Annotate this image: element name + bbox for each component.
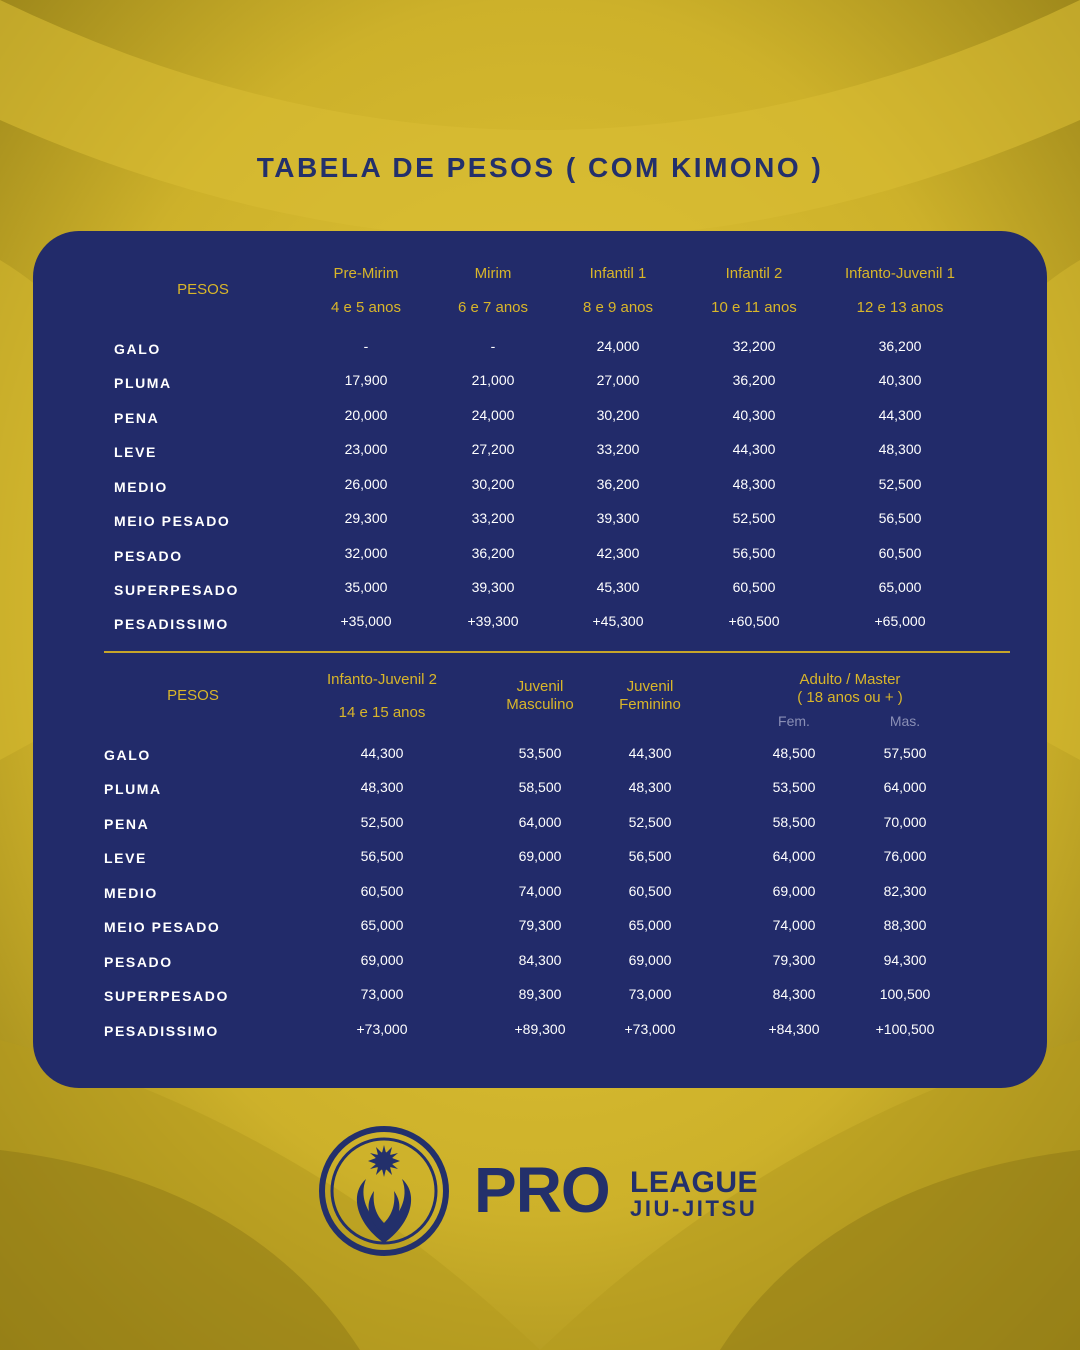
weight-value: 39,300 (471, 579, 515, 595)
weight-value: 27,200 (471, 441, 515, 457)
weight-value: 56,500 (628, 848, 672, 864)
column-subheader: Fem. (778, 713, 810, 729)
weight-value: 69,000 (628, 952, 672, 968)
weight-value: 74,000 (772, 917, 816, 933)
weight-value: 89,300 (518, 986, 562, 1002)
weight-value: 79,300 (772, 952, 816, 968)
weight-value: 26,000 (344, 476, 388, 492)
weight-value: 33,200 (596, 441, 640, 457)
weight-value: - (490, 338, 496, 354)
weight-value: 48,300 (628, 779, 672, 795)
column-age: 12 e 13 anos (856, 299, 944, 316)
weight-value: 56,500 (360, 848, 404, 864)
column-header: Infanto-Juvenil 1 (844, 265, 956, 282)
weight-value: 64,000 (518, 814, 562, 830)
weight-value: 70,000 (883, 814, 927, 830)
table-divider (104, 651, 1010, 653)
weight-value: 56,500 (732, 545, 776, 561)
weight-value: 82,300 (883, 883, 927, 899)
weight-value: 17,900 (344, 372, 388, 388)
weight-value: 44,300 (628, 745, 672, 761)
weight-value: 48,300 (878, 441, 922, 457)
weight-value: 73,000 (628, 986, 672, 1002)
weight-value: 60,500 (878, 545, 922, 561)
column-header: Adulto / Master (799, 671, 901, 688)
column-header: Infantil 2 (725, 265, 783, 282)
weight-value: +73,000 (624, 1021, 676, 1037)
weight-value: 44,300 (360, 745, 404, 761)
weight-value: 36,200 (471, 545, 515, 561)
weight-value: 65,000 (878, 579, 922, 595)
weight-value: 100,500 (879, 986, 931, 1002)
weight-value: 57,500 (883, 745, 927, 761)
weight-value: 40,300 (732, 407, 776, 423)
weight-value: 69,000 (772, 883, 816, 899)
weight-value: 69,000 (518, 848, 562, 864)
column-subheader: Mas. (889, 713, 921, 729)
weight-value: 29,300 (344, 510, 388, 526)
weight-value: 52,500 (628, 814, 672, 830)
column-header: ( 18 anos ou + ) (797, 689, 903, 706)
weight-value: 52,500 (878, 476, 922, 492)
weight-value: 64,000 (883, 779, 927, 795)
column-header: Mirim (474, 265, 512, 282)
pesos-header: PESOS (167, 687, 219, 704)
weight-value: 53,500 (772, 779, 816, 795)
weight-value: +60,500 (728, 613, 780, 629)
weight-value: 45,300 (596, 579, 640, 595)
weight-value: +65,000 (874, 613, 926, 629)
weight-value: 64,000 (772, 848, 816, 864)
weight-value: 74,000 (518, 883, 562, 899)
brand-jiu-jitsu: JIU-JITSU (630, 1196, 758, 1221)
weights-panel (33, 231, 1047, 1088)
weight-value: 79,300 (518, 917, 562, 933)
weight-value: +84,300 (768, 1021, 820, 1037)
weight-value: 88,300 (883, 917, 927, 933)
weight-value: 42,300 (596, 545, 640, 561)
weight-value: 30,200 (596, 407, 640, 423)
category-label: PESADO (114, 548, 183, 564)
column-header: Feminino (619, 696, 681, 713)
brand-league: LEAGUE (630, 1166, 759, 1199)
weight-value: 44,300 (878, 407, 922, 423)
weight-value: 76,000 (883, 848, 927, 864)
weight-value: 32,200 (732, 338, 776, 354)
weight-value: 24,000 (471, 407, 515, 423)
category-label: PLUMA (114, 375, 172, 391)
weight-value: - (363, 338, 369, 354)
weight-value: 48,300 (360, 779, 404, 795)
category-label: PENA (104, 816, 150, 832)
weight-value: 60,500 (360, 883, 404, 899)
weight-value: 32,000 (344, 545, 388, 561)
weight-value: 94,300 (883, 952, 927, 968)
column-header: Infantil 1 (589, 265, 647, 282)
category-label: PESADISSIMO (104, 1023, 219, 1039)
category-label: MEIO PESADO (114, 513, 231, 529)
weight-value: 40,300 (878, 372, 922, 388)
category-label: LEVE (114, 444, 157, 460)
weight-value: 36,200 (732, 372, 776, 388)
weight-value: +35,000 (340, 613, 392, 629)
category-label: LEVE (104, 850, 147, 866)
category-label: PESADO (104, 954, 173, 970)
column-header: Masculino (506, 696, 574, 713)
category-label: GALO (104, 747, 151, 763)
weight-value: +89,300 (514, 1021, 566, 1037)
weight-value: 65,000 (628, 917, 672, 933)
weight-value: 84,300 (772, 986, 816, 1002)
weight-value: 27,000 (596, 372, 640, 388)
column-age: 8 e 9 anos (582, 299, 654, 316)
weight-value: +45,300 (592, 613, 644, 629)
page-title: TABELA DE PESOS ( COM KIMONO ) (256, 152, 824, 183)
weight-value: 53,500 (518, 745, 562, 761)
weight-value: 21,000 (471, 372, 515, 388)
column-header: Juvenil (516, 678, 564, 695)
weight-value: 23,000 (344, 441, 388, 457)
weight-value: 48,500 (772, 745, 816, 761)
weight-value: 30,200 (471, 476, 515, 492)
column-header: Infanto-Juvenil 2 (326, 671, 438, 688)
weight-value: 73,000 (360, 986, 404, 1002)
brand-pro: PRO (474, 1154, 610, 1226)
category-label: GALO (114, 341, 161, 357)
column-header: Pre-Mirim (333, 265, 399, 282)
weight-value: 60,500 (628, 883, 672, 899)
category-label: MEDIO (114, 479, 168, 495)
weight-value: 84,300 (518, 952, 562, 968)
category-label: SUPERPESADO (114, 582, 239, 598)
column-age: 6 e 7 anos (457, 299, 529, 316)
category-label: PLUMA (104, 781, 162, 797)
weight-value: 65,000 (360, 917, 404, 933)
column-age: 14 e 15 anos (338, 704, 426, 721)
category-label: MEDIO (104, 885, 158, 901)
weight-value: 39,300 (596, 510, 640, 526)
category-label: MEIO PESADO (104, 919, 221, 935)
category-label: PESADISSIMO (114, 616, 229, 632)
weight-value: 36,200 (596, 476, 640, 492)
weight-value: +73,000 (356, 1021, 408, 1037)
column-header: Juvenil (626, 678, 674, 695)
weight-value: 60,500 (732, 579, 776, 595)
column-age: 10 e 11 anos (711, 299, 797, 316)
weight-value: 44,300 (732, 441, 776, 457)
weight-value: 52,500 (732, 510, 776, 526)
pro-league-emblem-icon (318, 1125, 450, 1257)
weight-value: 58,500 (772, 814, 816, 830)
weight-value: 56,500 (878, 510, 922, 526)
pesos-header: PESOS (177, 281, 229, 298)
weight-value: 48,300 (732, 476, 776, 492)
weight-value: +100,500 (875, 1021, 935, 1037)
category-label: PENA (114, 410, 160, 426)
weight-value: 24,000 (596, 338, 640, 354)
weight-value: 52,500 (360, 814, 404, 830)
column-age: 4 e 5 anos (330, 299, 402, 316)
weight-value: 69,000 (360, 952, 404, 968)
weight-value: 20,000 (344, 407, 388, 423)
weight-value: 33,200 (471, 510, 515, 526)
weight-value: 58,500 (518, 779, 562, 795)
weight-value: +39,300 (467, 613, 519, 629)
weight-value: 35,000 (344, 579, 388, 595)
category-label: SUPERPESADO (104, 988, 229, 1004)
weight-value: 36,200 (878, 338, 922, 354)
